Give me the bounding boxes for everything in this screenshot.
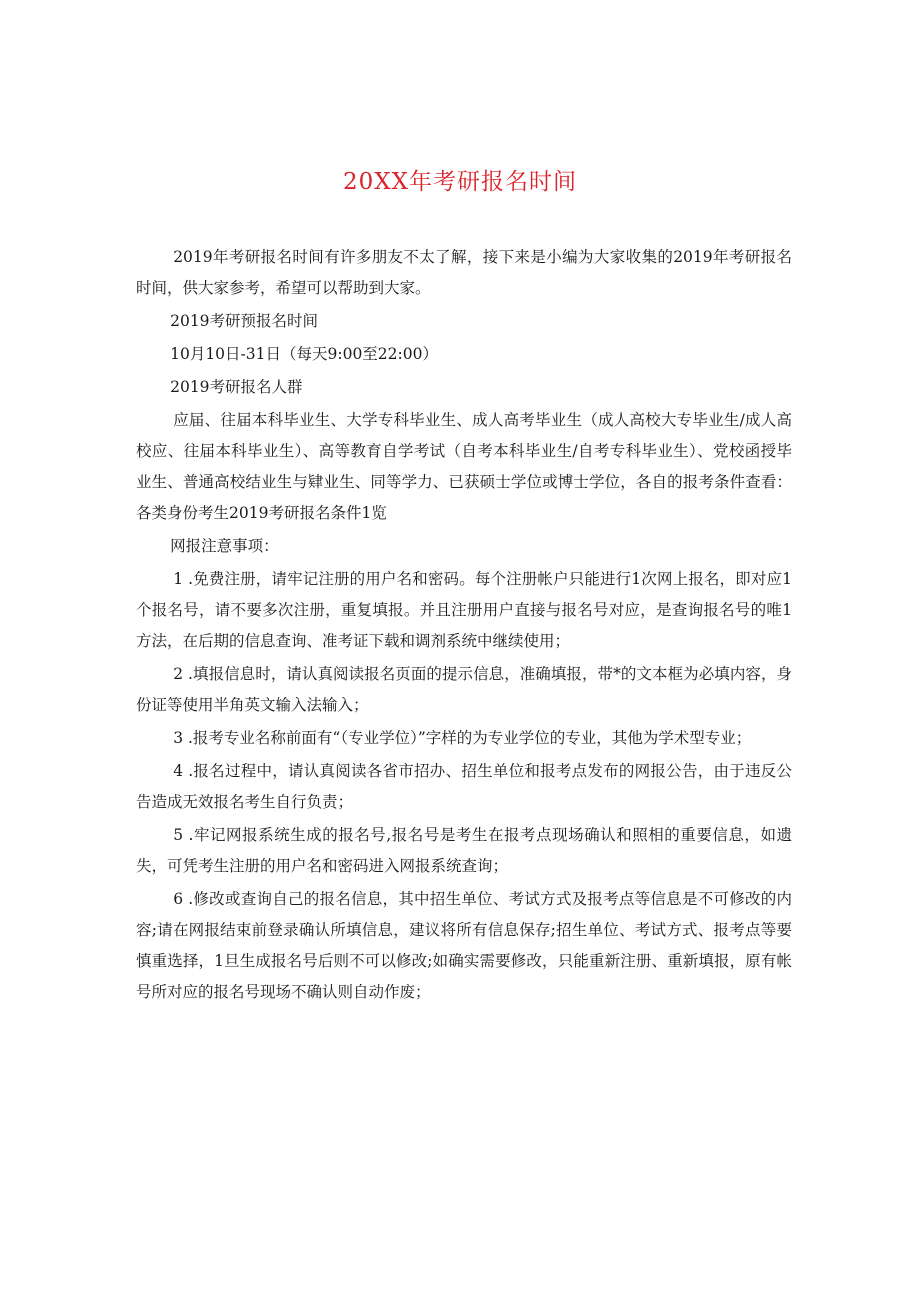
document-body	[136, 242, 792, 1010]
pre-registration-heading: 2019考研预报名时间	[170, 312, 319, 330]
document-title: 20XX年考研报名时间	[342, 169, 577, 195]
note-item-5: 5 .牢记网报系统生成的报名号,报名号是考生在报考点现场确认和照相的重要信息，如遗失，可凭考生注册的用户名和密码进入网报系统查询；	[136, 826, 792, 875]
note-item-6: 6 .修改或查询自己的报名信息，其中招生单位、考试方式及报考点等信息是不可修改的内容;请在网报结束前登录确认所填信息，建议将所有信息保存;招生单位、考试方式、报考点等要慎重选择，1旦生成报名号后则不可以修改;如确实需要修改，只能重新注册、重新填报，原有帐号所对应的报名号现场不确认则自动作废；	[136, 890, 792, 1001]
note-item-3: 3 .报考专业名称前面有“（专业学位）”字样的为专业学位的专业，其他为学术型专业；	[173, 729, 752, 747]
applicant-group-paragraph: 应届、往届本科毕业生、大学专科毕业生、成人高考毕业生（成人高校大专毕业生/成人高校应、往届本科毕业生）、高等教育自学考试（自考本科毕业生/自考专科毕业生）、党校函授毕业生、普通高校结业生与肄业生、同等学力、已获硕士学位或博士学位，各自的报考条件查看：各类身份考生2019考研报名条件1览	[136, 411, 792, 522]
applicant-group-heading: 2019考研报名人群	[170, 378, 303, 396]
notes-heading: 网报注意事项：	[170, 537, 279, 555]
note-item-2: 2 .填报信息时，请认真阅读报名页面的提示信息，准确填报，带*的文本框为必填内容，身份证等使用半角英文输入法输入；	[136, 665, 792, 714]
intro-paragraph: 2019年考研报名时间有许多朋友不太了解，接下来是小编为大家收集的2019年考研报名时间，供大家参考，希望可以帮助到大家。	[136, 248, 792, 297]
note-item-4: 4 .报名过程中，请认真阅读各省市招办、招生单位和报考点发布的网报公告，由于违反公告造成无效报名考生自行负责；	[136, 762, 792, 811]
pre-registration-time: 10月10日-31日（每天9:00至22:00）	[170, 345, 438, 363]
note-item-1: 1 .免费注册，请牢记注册的用户名和密码。每个注册帐户只能进行1次网上报名，即对应1个报名号，请不要多次注册，重复填报。并且注册用户直接与报名号对应，是查询报名号的唯1方法，在后期的信息查询、准考证下载和调剂系统中继续使用；	[136, 570, 792, 650]
